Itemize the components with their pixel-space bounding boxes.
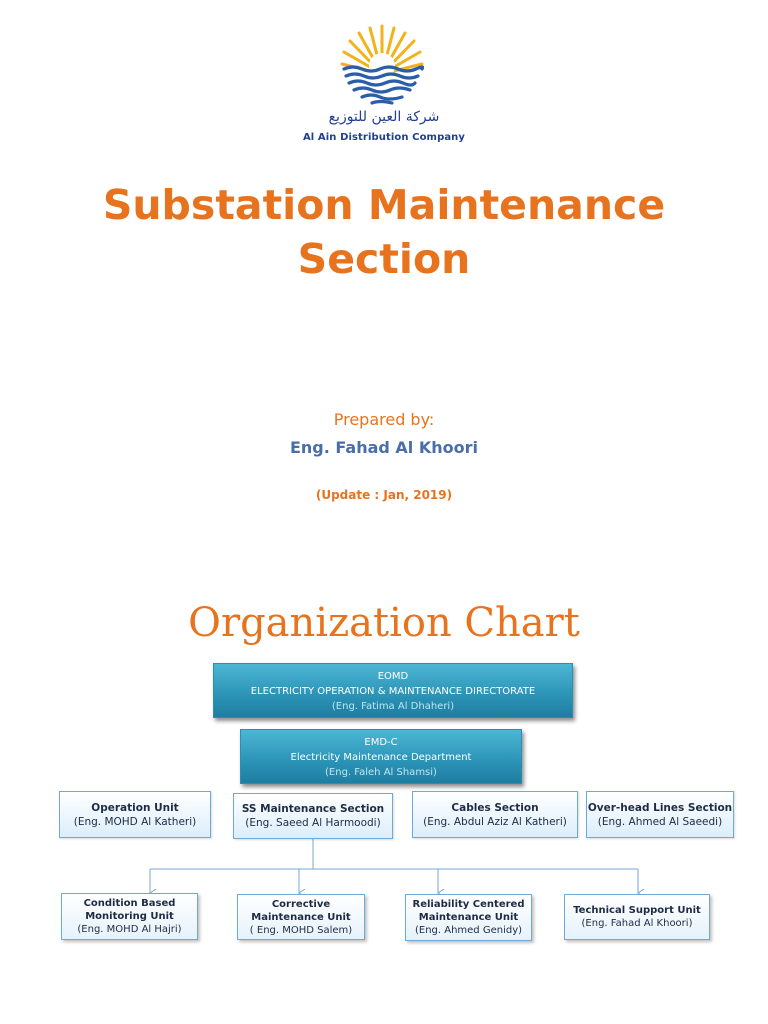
directorate-title: ELECTRICITY OPERATION & MAINTENANCE DIRECTORATE (250, 686, 536, 697)
directorate-box (213, 663, 573, 718)
unit-box-technical-support (564, 894, 710, 940)
unit-title-line2: Monitoring Unit (85, 911, 174, 922)
section-head: (Eng. Saeed Al Harmoodi) (245, 817, 381, 829)
section-box-ss-maintenance (233, 793, 393, 839)
unit-title-line1: Reliability Centered (412, 899, 525, 910)
section-box-cables (412, 791, 578, 838)
unit-box-condition-based (61, 893, 198, 940)
unit-title-line1: Condition Based (83, 898, 176, 909)
unit-head: (Eng. MOHD Al Hajri) (77, 924, 182, 935)
unit-head: (Eng. Ahmed Genidy) (414, 925, 523, 936)
unit-title-line1: Technical Support Unit (573, 905, 701, 916)
section-title: Operation Unit (91, 801, 179, 814)
prepared-by-name: Eng. Fahad Al Khoori (289, 438, 478, 457)
section-title: Over-head Lines Section (587, 801, 733, 814)
section-box-operation (59, 791, 211, 838)
section-box-overhead-lines (586, 791, 734, 838)
section-head: (Eng. Ahmed Al Saeedi) (597, 815, 723, 828)
unit-title-line2: Maintenance Unit (251, 911, 351, 923)
unit-head: (Eng. Fahad Al Khoori) (581, 918, 693, 929)
logo-arabic-name: شركة العين للتوزيع (328, 109, 440, 125)
page-title-line1: Substation Maintenance (102, 181, 666, 229)
unit-head: ( Eng. MOHD Salem) (249, 924, 353, 936)
unit-title-line2: Maintenance Unit (418, 912, 519, 923)
section-title: Cables Section (451, 801, 539, 814)
prepared-by-label: Prepared by: (333, 410, 435, 429)
unit-box-corrective (237, 894, 365, 940)
directorate-head: (Eng. Fatima Al Dhaheri) (331, 701, 455, 712)
directorate-code: EOMD (377, 671, 409, 682)
unit-box-reliability-centered (405, 894, 532, 941)
unit-title-line1: Corrective (271, 898, 331, 910)
update-date: (Update : Jan, 2019) (315, 488, 453, 502)
org-chart-title: Organization Chart (188, 600, 580, 646)
logo-english-name: Al Ain Distribution Company (302, 132, 466, 143)
department-head: (Eng. Faleh Al Shamsi) (325, 767, 437, 778)
department-title: Electricity Maintenance Department (290, 752, 472, 763)
department-box (240, 729, 522, 784)
department-code: EMD-C (364, 737, 398, 748)
section-title: SS Maintenance Section (241, 803, 385, 815)
section-head: (Eng. MOHD Al Katheri) (73, 815, 197, 828)
section-head: (Eng. Abdul Aziz Al Katheri) (423, 815, 567, 828)
page-title-line2: Section (297, 235, 471, 283)
